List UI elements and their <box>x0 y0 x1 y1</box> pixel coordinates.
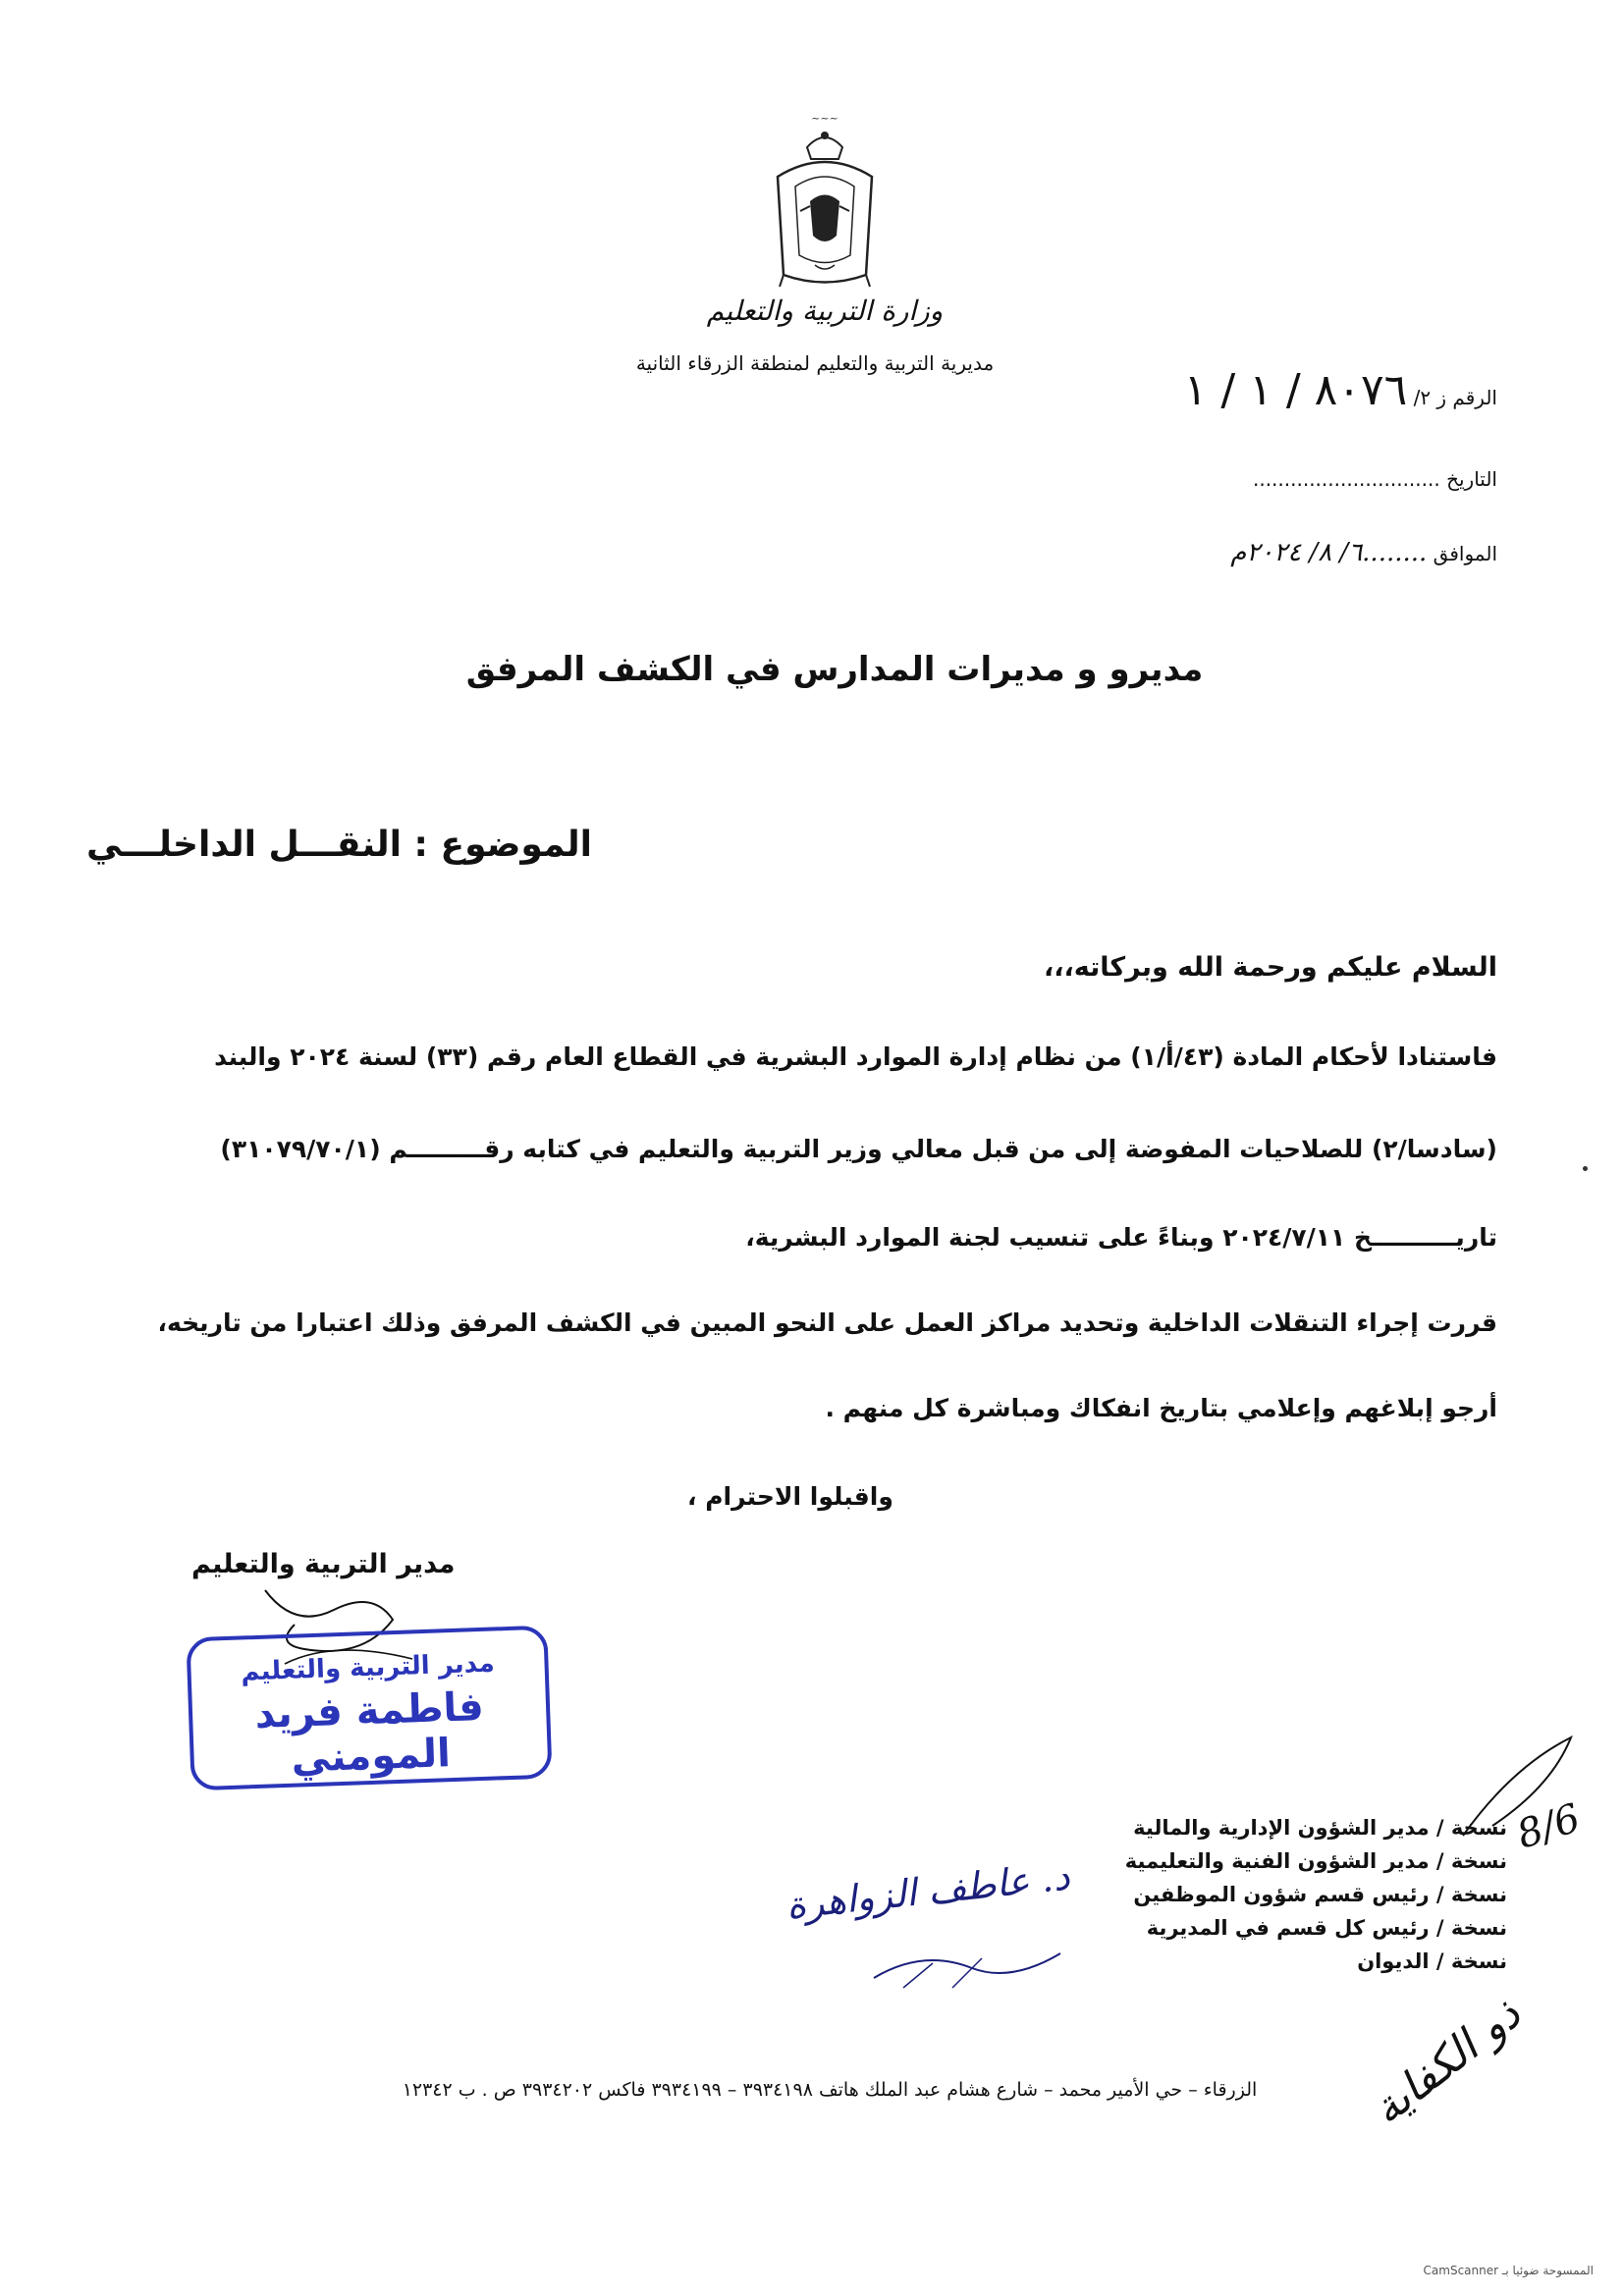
closing-text: واقبلوا الاحترام ، <box>687 1482 893 1511</box>
reference-label: الرقم ز ٢/ <box>1413 386 1497 409</box>
body-line-3: تاريــــــــــخ ٢٠٢٤/٧/١١ وبناءً على تنسيب لجنة الموارد البشرية، <box>745 1223 1497 1252</box>
copies-list <box>1125 1811 1507 1978</box>
date-row <box>1253 467 1497 491</box>
corresponding-date-row <box>1230 538 1497 567</box>
official-stamp <box>186 1626 552 1791</box>
side-scribble-icon <box>1453 1728 1591 1845</box>
signature-underline-icon <box>864 1939 1080 1998</box>
scan-speck <box>1583 1166 1588 1171</box>
reference-value: ٨٠٧٦ / ١ / ١ <box>1183 365 1408 415</box>
copy-item: نسخة / رئيس قسم شؤون الموظفين <box>1133 1883 1507 1906</box>
director-title: مدير التربية والتعليم <box>191 1549 456 1579</box>
stamp-name: فاطمة فريد المومني <box>253 1683 485 1782</box>
corresponding-label: الموافق <box>1433 542 1497 565</box>
date-label: التاريخ <box>1446 467 1497 491</box>
body-line-5: أرجو إبلاغهم وإعلامي بتاريخ انفكاك ومباشرة كل منهم . <box>825 1394 1497 1422</box>
body-line-1: فاستنادا لأحكام المادة (٤٣/أ/١) من نظام إدارة الموارد البشرية في القطاع العام رقم (٣٣) لسنة ٢٠٢٤ والبند <box>214 1042 1497 1071</box>
directorate-name: مديرية التربية والتعليم لمنطقة الزرقاء الثانية <box>635 351 995 375</box>
copy-item: نسخة / رئيس كل قسم في المديرية <box>1146 1916 1507 1940</box>
body-line-4: قررت إجراء التنقلات الداخلية وتحديد مراكز العمل على النحو المبين في الكشف المرفق وذلك اعتبارا من تاريخه، <box>157 1308 1497 1337</box>
greeting: السلام عليكم ورحمة الله وبركاته،،، <box>1043 952 1497 983</box>
subject-line: الموضوع : النقـــل الداخلـــي <box>86 825 592 865</box>
reference-number-row <box>1184 365 1497 415</box>
jordan-emblem-icon <box>756 108 893 294</box>
date-value: .............................. <box>1252 467 1440 491</box>
scanner-watermark: الممسوحة ضوئيا بـ CamScanner <box>1423 2264 1594 2277</box>
addressee: مديرو و مديرات المدارس في الكشف المرفق <box>465 650 1204 689</box>
footer-address: الزرقاء – حي الأمير محمد – شارع هشام عبد الملك هاتف ٣٩٣٤١٩٨ – ٣٩٣٤١٩٩ فاكس ٣٩٣٤٢٠٢ ص . ب ١٢٣٤٢ <box>402 2079 1258 2101</box>
ministry-name: وزارة التربية والتعليم <box>706 294 944 327</box>
corresponding-value: ........٦/ ٨/ ٢٠٢٤م <box>1230 538 1428 567</box>
copy-item: نسخة / مدير الشؤون الإدارية والمالية <box>1133 1816 1507 1840</box>
handwritten-signature: د. عاطف الزواهرة <box>784 1854 1072 1928</box>
svg-text:~~~: ~~~ <box>811 112 839 125</box>
copy-item: نسخة / مدير الشؤون الفنية والتعليمية <box>1124 1849 1507 1873</box>
stamp-title: مدير التربية والتعليم <box>240 1648 496 1687</box>
handwritten-bottom-note: ذو الكفاية <box>1362 1989 1531 2135</box>
body-line-2: (سادسا/٢) للصلاحيات المفوضة إلى من قبل معالي وزير التربية والتعليم في كتابه رقـــــــــم (٣١٠٧٩/٧٠/١) <box>220 1135 1497 1163</box>
copy-item: نسخة / الديوان <box>1357 1949 1507 1973</box>
handwritten-side-note: 8/6 <box>1511 1795 1586 1858</box>
